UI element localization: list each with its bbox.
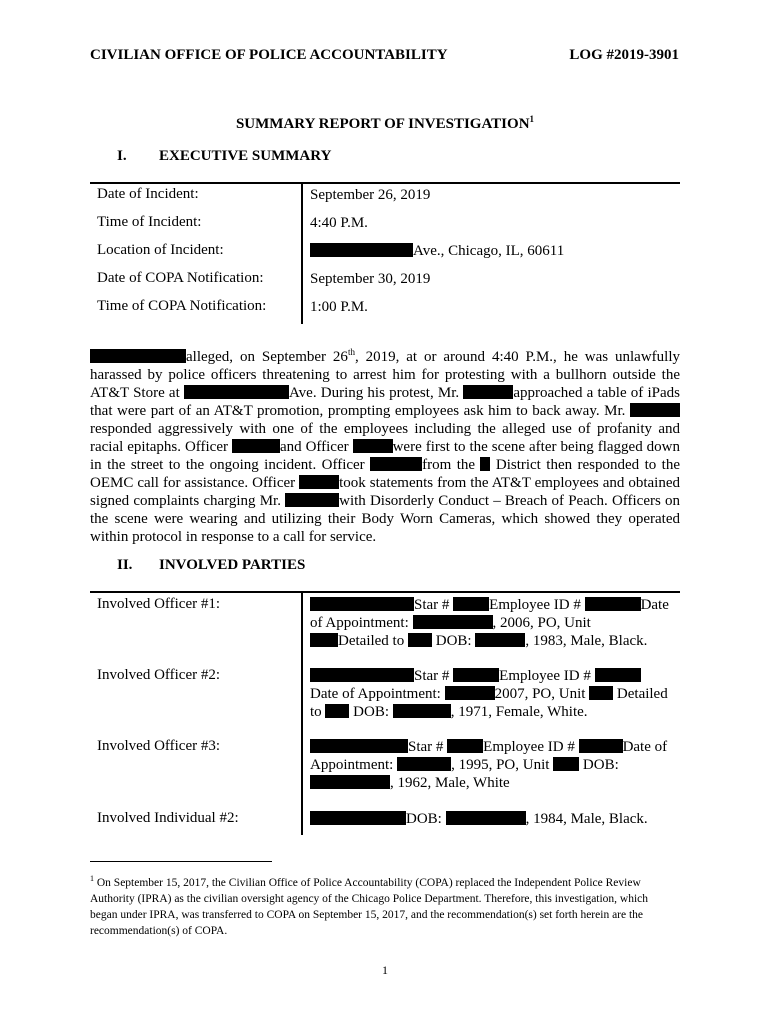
redaction bbox=[310, 633, 338, 647]
redaction bbox=[310, 811, 406, 825]
redaction bbox=[325, 704, 349, 718]
redaction bbox=[585, 597, 641, 611]
footnote-rule bbox=[90, 861, 272, 862]
redaction bbox=[353, 439, 393, 453]
redaction bbox=[90, 349, 186, 363]
log-number: LOG #2019-3901 bbox=[569, 47, 679, 63]
copa-notification-time-value: 1:00 P.M. bbox=[310, 299, 368, 315]
copa-notification-date-value: September 30, 2019 bbox=[310, 271, 431, 287]
involved-officer-3-details: Star # Employee ID # Date of Appointment: , 1995, PO, Unit DOB: , 1962, Male, White bbox=[310, 739, 668, 791]
redaction bbox=[397, 757, 451, 771]
report-title: SUMMARY REPORT OF INVESTIGATION$^1$ bbox=[235, 114, 535, 132]
redaction bbox=[453, 597, 489, 611]
involved-individual-2-label: Involved Individual #2: bbox=[97, 810, 239, 826]
redaction bbox=[589, 686, 613, 700]
redaction bbox=[310, 243, 413, 257]
redaction bbox=[413, 615, 493, 629]
time-of-incident-label: Time of Incident: bbox=[97, 214, 202, 230]
redaction bbox=[393, 704, 451, 718]
agency-header: CIVILIAN OFFICE OF POLICE ACCOUNTABILITY bbox=[90, 47, 448, 63]
redaction bbox=[232, 439, 280, 453]
redaction bbox=[595, 668, 641, 682]
location-of-incident-label: Location of Incident: bbox=[97, 242, 224, 258]
involved-officer-1-label: Involved Officer #1: bbox=[97, 596, 221, 612]
footnote: $^1$ On September 15, 2017, the Civilian Office of Police Accountability (COPA) replaced the Independent Police Review Authority (IPRA) as the civilian oversight agency of the Chicago Police Department. Therefore, this investigation, which began under IPRA, was transferred to COPA on September 15, 2017, and the recommendation(s) set forth herein are the recommendation(s) of COPA. bbox=[90, 874, 649, 937]
location-of-incident-value: Ave., Chicago, IL, 60611 bbox=[310, 242, 680, 260]
parties-divider bbox=[301, 592, 303, 835]
redaction bbox=[463, 385, 513, 399]
involved-officer-2-label: Involved Officer #2: bbox=[97, 667, 221, 683]
redaction bbox=[310, 597, 414, 611]
redaction bbox=[370, 457, 422, 471]
document-page: CIVILIAN OFFICE OF POLICE ACCOUNTABILITY LOG #2019-3901 SUMMARY REPORT OF INVESTIGATION$^1$ I. EXECUTIVE SUMMARY Date of Incident: September 26, 2019 Time of Incident: 4:40 P.M. Location of Incident: Ave., Chicago, IL, 60611 Date of COPA Notification: September 30, 2019 Time of COPA Notification: 1:00 P.M. alleged, on September 26th, 2019, at or around 4:40 P.M., he was unlawfully harassed by police officers threatening to arrest him for protesting with a bullhorn outside the AT&T Store at Ave. During his protest, Mr. approached a table of iPads that were part of an AT&T promotion, prompting employees ask him to back away. Mr. responded aggressively with one of the employees including the alleged use of profanity and racial epitaphs. Officer and Officer were first to the scene after being flagged down in the street to the ongoing incident. Officer from the District then responded to the OEMC call for assistance. Officer took statements from the AT&T employees and obtained signed complaints charging Mr. with Disorderly Conduct – Breach of Peach. Officers on the scene were wearing and utilizing their Body Worn Cameras, which showed they operated within protocol in response to a call for service. II. INVOLVED PARTIES Involved Officer #1: Star # Employee ID # Date of Appointment: , 2006, PO, Unit Detailed to DOB: , 1983, Male, Black. Involved Officer #2: Star # Employee ID # Date of Appointment: 2007, PO, Unit Detailed to DOB: , 1971, Female, White. Involved Officer #3: Star # Employee ID # Date of Appointment: , 1995, PO, Unit DOB: , 1962, Male, White Involved Individual #2: DOB: , 1984, Male, Black. $^1$ On September 15, 2017, the Civilian Office of Police Accountability (COPA) replaced the Independent Police Review Authority (IPRA) as the civilian oversight agency of the Chicago Police Department. Therefore, this investigation, which began under IPRA, was transferred to COPA on September 15, 2017, and the recommendation(s) set forth herein are the recommendation(s) of COPA. 1 bbox=[0, 0, 770, 1024]
table-top-rule bbox=[90, 182, 680, 184]
redaction bbox=[445, 686, 495, 700]
date-of-incident-value: September 26, 2019 bbox=[310, 187, 431, 203]
redaction bbox=[453, 668, 499, 682]
redaction bbox=[553, 757, 579, 771]
redaction bbox=[630, 403, 680, 417]
redaction bbox=[480, 457, 490, 471]
redaction bbox=[184, 385, 289, 399]
involved-officer-2-details: Star # Employee ID # Date of Appointment: 2007, PO, Unit Detailed to DOB: , 1971, Female, White. bbox=[310, 668, 668, 720]
redaction bbox=[310, 775, 390, 789]
redaction bbox=[475, 633, 525, 647]
summary-paragraph: alleged, on September 26th, 2019, at or around 4:40 P.M., he was unlawfully harassed by police officers threatening to arrest him for protesting with a bullhorn outside the AT&T Store at Ave. During his protest, Mr. approached a table of iPads that were part of an AT&T promotion, prompting employees ask him to back away. Mr. responded aggressively with one of the employees including the alleged use of profanity and racial epitaphs. Officer and Officer were first to the scene after being flagged down in the street to the ongoing incident. Officer from the District then responded to the OEMC call for assistance. Officer took statements from the AT&T employees and obtained signed complaints charging Mr. with Disorderly Conduct – Breach of Peach. Officers on the scene were wearing and utilizing their Body Worn Cameras, which showed they operated within protocol in response to a call for service. bbox=[90, 347, 681, 545]
redaction bbox=[447, 739, 483, 753]
copa-notification-date-label: Date of COPA Notification: bbox=[97, 270, 264, 286]
redaction bbox=[310, 739, 408, 753]
redaction bbox=[310, 668, 414, 682]
page-number: 1 bbox=[382, 963, 388, 977]
copa-notification-time-label: Time of COPA Notification: bbox=[97, 298, 267, 314]
parties-top-rule bbox=[90, 591, 680, 593]
title-footnote-ref: 1 bbox=[529, 114, 535, 124]
table-divider bbox=[301, 183, 303, 324]
redaction bbox=[299, 475, 339, 489]
involved-officer-1-details: Star # Employee ID # Date of Appointment: , 2006, PO, Unit Detailed to DOB: , 1983, Male, Black. bbox=[310, 597, 669, 649]
redaction bbox=[579, 739, 623, 753]
redaction bbox=[446, 811, 526, 825]
redaction bbox=[408, 633, 432, 647]
involved-officer-3-label: Involved Officer #3: bbox=[97, 738, 221, 754]
date-of-incident-label: Date of Incident: bbox=[97, 186, 199, 202]
redaction bbox=[285, 493, 339, 507]
involved-individual-2-details: DOB: , 1984, Male, Black. bbox=[310, 810, 680, 828]
time-of-incident-value: 4:40 P.M. bbox=[310, 215, 368, 231]
